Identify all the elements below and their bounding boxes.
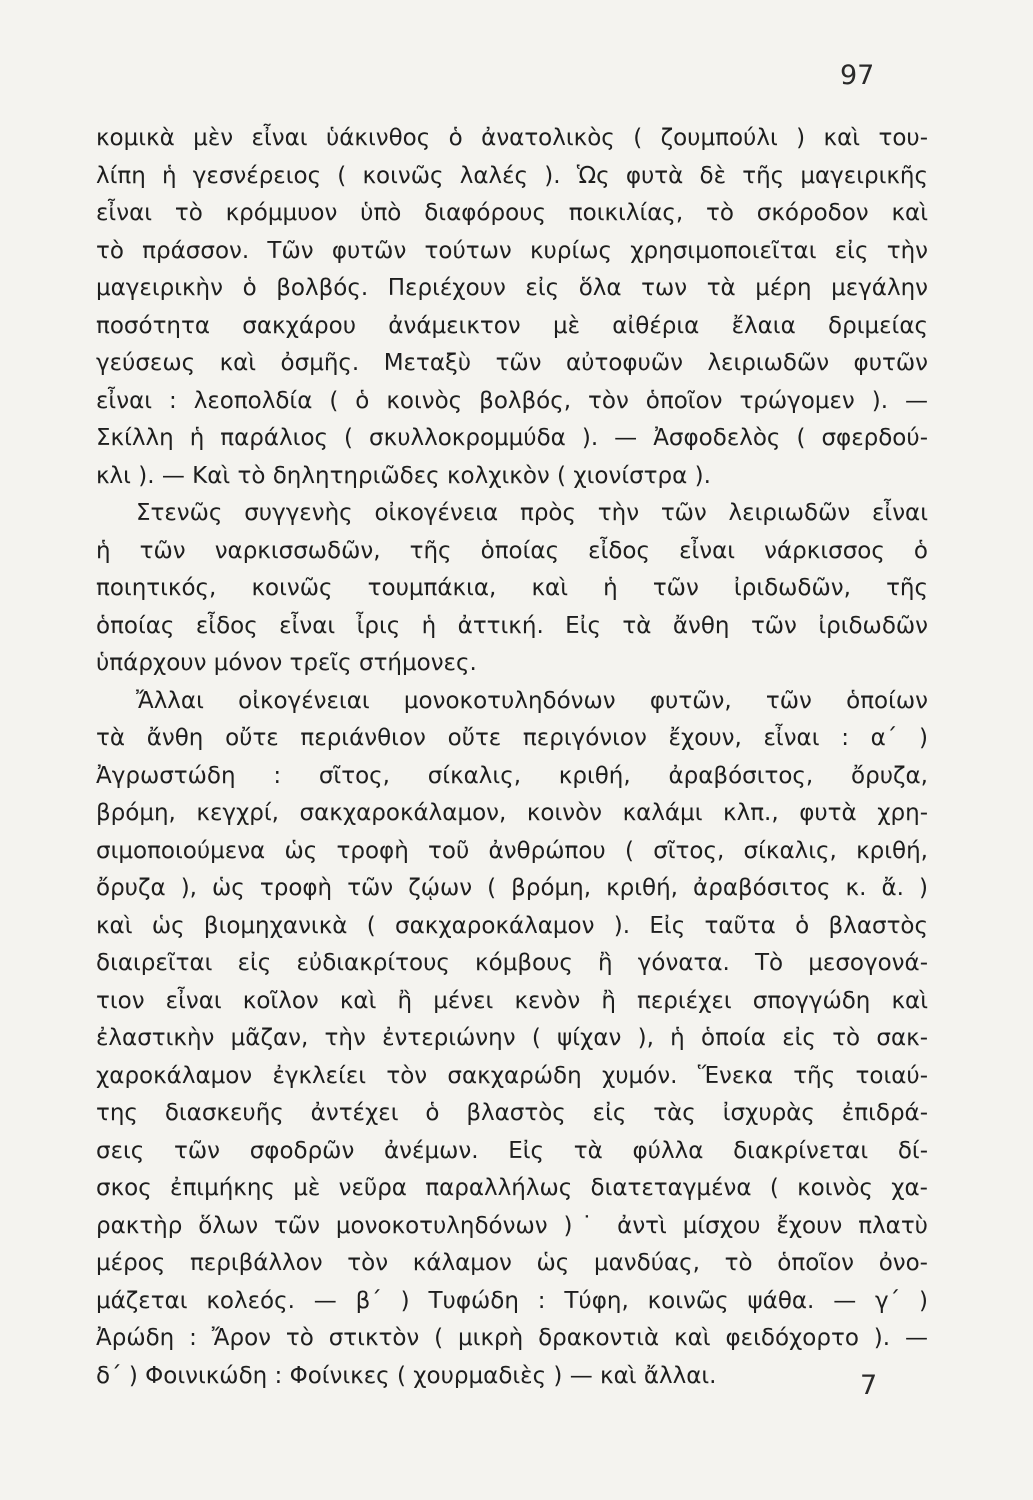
text-line: τὰ ἄνθη οὔτε περιάνθιον οὔτε περιγόνιον ἔχουν, εἶναι : α΄ ) — [96, 725, 928, 751]
text-line: σιμοποιούμενα ὡς τροφὴ τοῦ ἀνθρώπου ( σῖτος, σίκαλις, κριθή, — [96, 837, 928, 864]
page-number: 97 — [840, 60, 875, 91]
text-line: ὑπάρχουν μόνον τρεῖς στήμονες. — [96, 650, 477, 676]
text-line: κομικὰ μὲν εἶναι ὑάκινθος ὁ ἀνατολικὸς ( ζουμπούλι ) καὶ του- — [96, 125, 928, 151]
text-line: Στενῶς συγγενὴς οἰκογένεια πρὸς τὴν τῶν λειριωδῶν εἶναι — [136, 500, 928, 526]
text-line: ὁποίας εἶδος εἶναι ἶρις ἡ ἀττική. Εἰς τὰ ἄνθη τῶν ἰριδωδῶν — [96, 612, 928, 639]
text-line: ἐλαστικὴν μᾶζαν, τὴν ἐντεριώνην ( ψίχαν ), ἡ ὁποία εἰς τὸ σακ- — [96, 1025, 928, 1051]
text-line: λίπη ἡ γεσνέρειος ( κοινῶς λαλές ). Ὡς φυτὰ δὲ τῆς μαγειρικῆς — [96, 162, 928, 189]
text-line: ποιητικός, κοινῶς τουμπάκια, καὶ ἡ τῶν ἰριδωδῶν, τῆς — [96, 575, 928, 601]
text-line: γεύσεως καὶ ὀσμῆς. Μεταξὺ τῶν αὐτοφυῶν λειριωδῶν φυτῶν — [96, 350, 928, 376]
text-line: μαγειρικὴν ὁ βολβός. Περιέχουν εἰς ὅλα των τὰ μέρη μεγάλην — [96, 275, 928, 301]
text-line: δ΄ ) Φοινικώδη : Φοίνικες ( χουρμαδιὲς ) — καὶ ἄλλαι. — [96, 1362, 717, 1389]
text-line: σεις τῶν σφοδρῶν ἀνέμων. Εἰς τὰ φύλλα διακρίνεται δί- — [96, 1137, 928, 1164]
text-line: Ἄλλαι οἰκογένειαι μονοκοτυληδόνων φυτῶν, τῶν ὁποίων — [136, 687, 928, 714]
body-text — [96, 120, 928, 1395]
text-line: βρόμη, κεγχρί, σακχαροκάλαμον, κοινὸν καλάμι κλπ., φυτὰ χρη- — [96, 800, 928, 826]
text-line: της διασκευῆς ἀντέχει ὁ βλαστὸς εἰς τὰς ἰσχυρὰς ἐπιδρά- — [96, 1100, 928, 1126]
text-line: Ἀρώδη : Ἄρον τὸ στικτὸν ( μικρὴ δρακοντιὰ καὶ φειδόχορτο ). — — [96, 1325, 928, 1351]
text-line: ἡ τῶν ναρκισσωδῶν, τῆς ὁποίας εἶδος εἶναι νάρκισσος ὁ — [96, 537, 928, 564]
text-line: εἶναι : λεοπολδία ( ὁ κοινὸς βολβός, τὸν ὁποῖον τρώγομεν ). — — [96, 387, 928, 414]
text-line: μάζεται κολεός. — β΄ ) Τυφώδη : Τύφη, κοινῶς ψάθα. — γ΄ ) — [96, 1287, 928, 1314]
text-line: καὶ ὡς βιομηχανικὰ ( σακχαροκάλαμον ). Εἰς ταῦτα ὁ βλαστὸς — [96, 912, 928, 939]
text-line: τιον εἶναι κοῖλον καὶ ἢ μένει κενὸν ἢ περιέχει σπογγώδη καὶ — [96, 987, 928, 1014]
signature-mark: 7 — [860, 1370, 878, 1401]
text-line: χαροκάλαμον ἐγκλείει τὸν σακχαρώδη χυμόν. Ἕνεκα τῆς τοιαύ- — [96, 1062, 928, 1089]
text-line: Σκίλλη ἡ παράλιος ( σκυλλοκρομμύδα ). — Ἀσφοδελὸς ( σφερδού- — [96, 425, 928, 451]
text-line: σκος ἐπιμήκης μὲ νεῦρα παραλλήλως διατεταγμένα ( κοινὸς χα- — [96, 1175, 928, 1201]
text-line: εἶναι τὸ κρόμμυον ὑπὸ διαφόρους ποικιλίας, τὸ σκόροδον καὶ — [96, 200, 928, 226]
text-line: ρακτὴρ ὅλων τῶν μονοκοτυληδόνων )˙ ἀντὶ μίσχου ἔχουν πλατὺ — [96, 1212, 928, 1239]
text-line: Ἀγρωστώδη : σῖτος, σίκαλις, κριθή, ἀραβόσιτος, ὄρυζα, — [96, 762, 928, 789]
text-line: διαιρεῖται εἰς εὐδιακρίτους κόμβους ἢ γόνατα. Τὸ μεσογονά- — [96, 950, 928, 976]
text-line: τὸ πράσσον. Τῶν φυτῶν τούτων κυρίως χρησιμοποιεῖται εἰς τὴν — [96, 237, 928, 264]
text-line: ποσότητα σακχάρου ἀνάμεικτον μὲ αἰθέρια ἔλαια δριμείας — [96, 312, 928, 339]
text-line: μέρος περιβάλλον τὸν κάλαμον ὡς μανδύας, τὸ ὁποῖον ὀνο- — [96, 1250, 928, 1276]
text-line: κλι ). — Καὶ τὸ δηλητηριῶδες κολχικὸν ( χιονίστρα ). — [96, 462, 711, 489]
text-line: ὄρυζα ), ὡς τροφὴ τῶν ζῴων ( βρόμη, κριθή, ἀραβόσιτος κ. ἄ. ) — [96, 875, 928, 901]
